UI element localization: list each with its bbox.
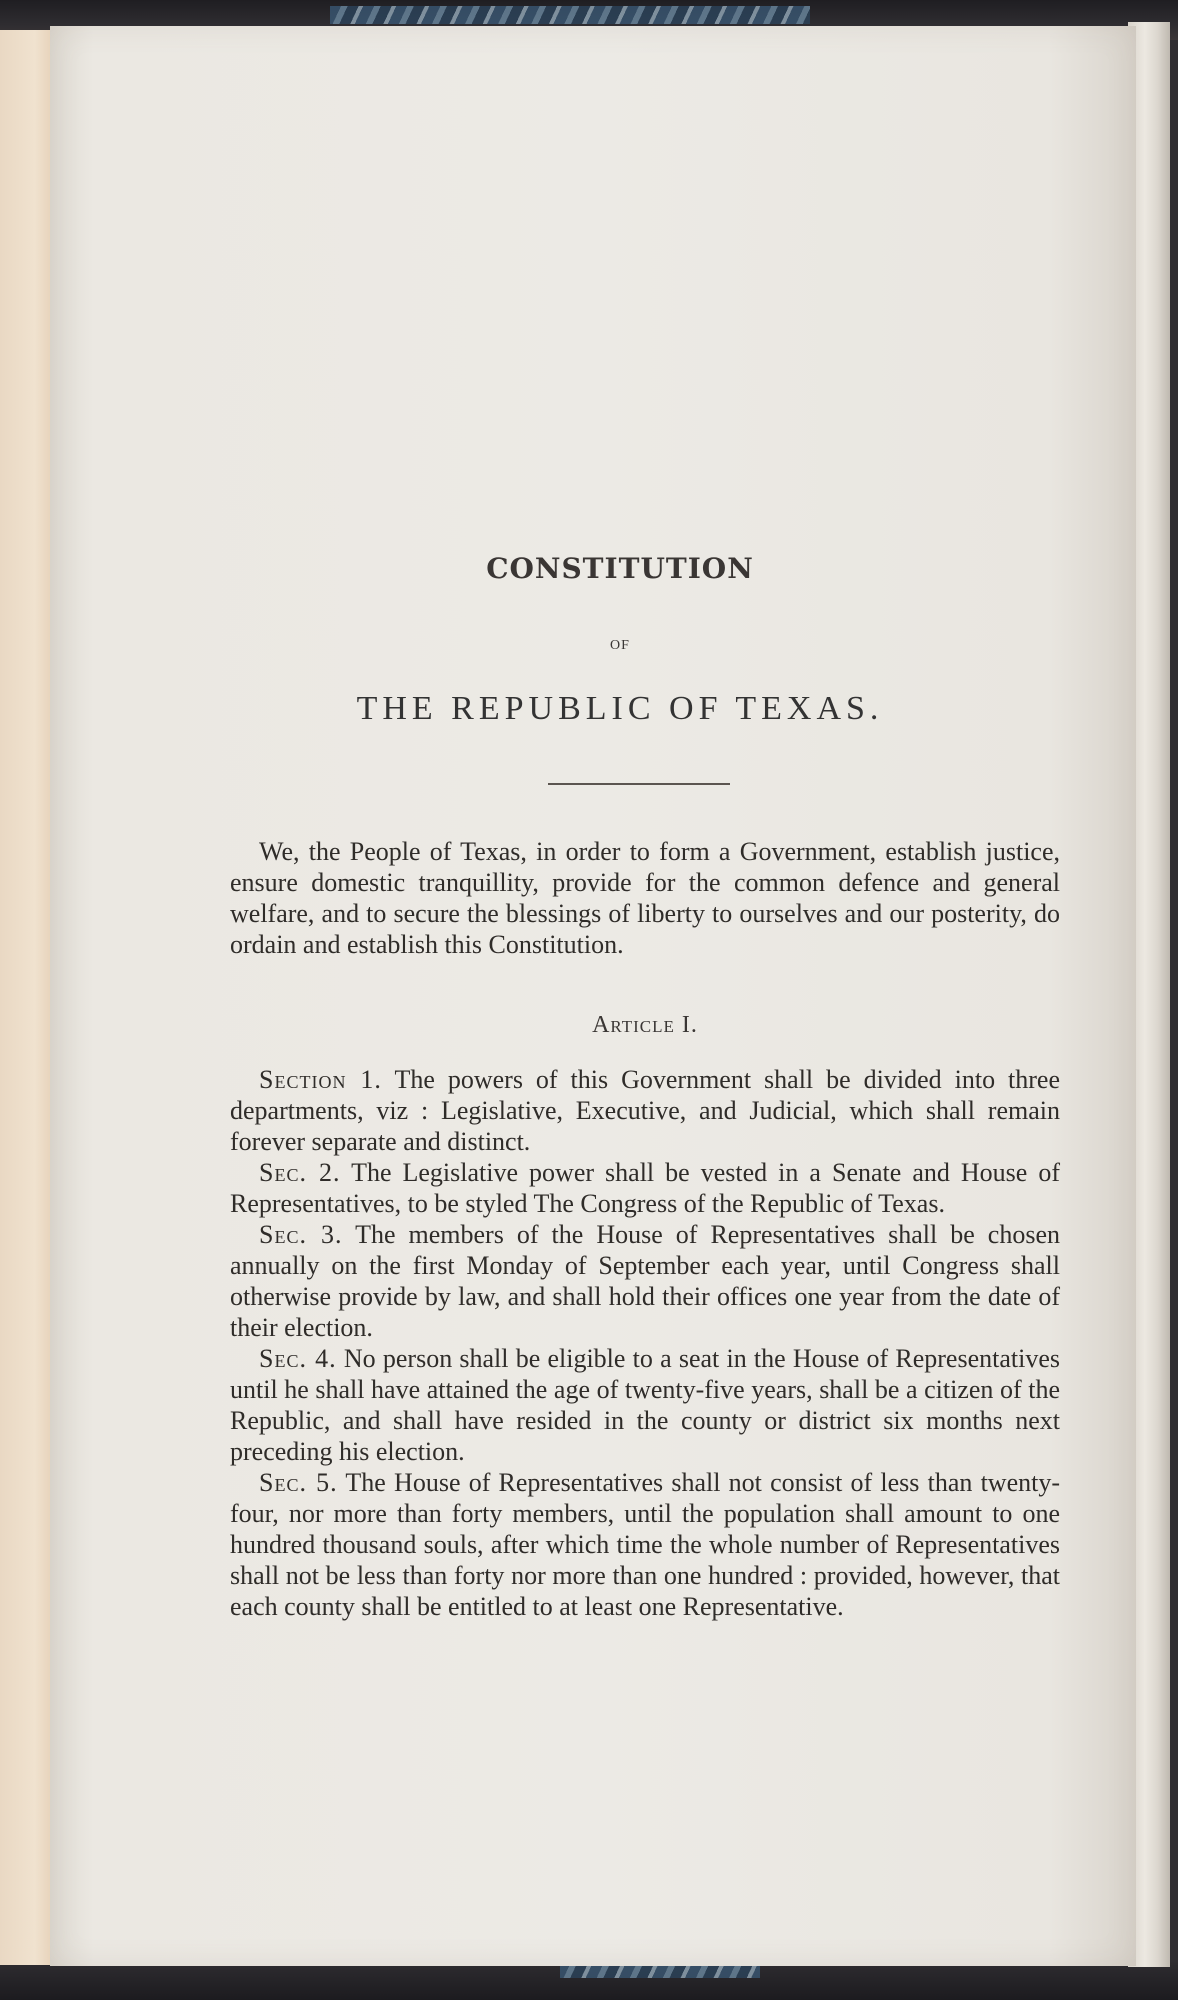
section-text: The House of Representatives shall not consist of less than twenty-four, nor more than forty members, until the population shall amount to one hundred thousand souls, after which time the whole number of Representatives shall not be less than forty nor more than one hundred : provided, however, that each county shall be entitled to at least one Representative. <box>230 1468 1060 1621</box>
marbled-edge-top <box>330 6 810 24</box>
section-paragraph <box>230 1343 1060 1467</box>
printed-page <box>50 26 1136 1966</box>
title-rule-divider <box>548 783 730 785</box>
section-text: The Legislative power shall be vested in a Senate and House of Representatives, to be styled The Congress of the Republic of Texas. <box>230 1158 1061 1218</box>
section-paragraph <box>230 1219 1060 1343</box>
section-label: Sec. 4. <box>259 1344 337 1373</box>
section-label: Sec. 2. <box>259 1158 341 1187</box>
preamble-paragraph: We, the People of Texas, in order to form a Government, establish justice, ensure domestic tranquillity, provide for the common defence and general welfare, and to secure the blessings of liberty to ourselves and our posterity, do ordain and establish this Constitution. <box>230 837 1060 959</box>
section-paragraph <box>230 1157 1060 1219</box>
article-heading: Article I. <box>592 1012 698 1038</box>
section-label: Sec. 3. <box>259 1220 343 1249</box>
title-republic-of-texas: THE REPUBLIC OF TEXAS. <box>356 690 884 727</box>
section-label: Sec. 5. <box>259 1468 338 1497</box>
title-constitution: CONSTITUTION <box>486 552 754 585</box>
section-paragraph <box>230 1467 1060 1622</box>
section-text: The members of the House of Representatives shall be chosen annually on the first Monday of September each year, until Congress shall otherwise provide by law, and shall hold their offices one year from the date of their election. <box>230 1220 1060 1342</box>
section-text: The powers of this Government shall be divided into three departments, viz : Legislative, Executive, and Judicial, which shall remain forever separate and distinct. <box>230 1065 1061 1156</box>
section-label: Section 1. <box>259 1065 382 1094</box>
section-text: No person shall be eligible to a seat in the House of Representatives until he shall have attained the age of twenty-five years, shall be a citizen of the Republic, and shall have resided in the county or district six months next preceding his election. <box>230 1344 1060 1466</box>
title-of: OF <box>610 638 630 653</box>
section-paragraph <box>230 1064 1060 1157</box>
sections-block <box>230 1064 1060 1622</box>
